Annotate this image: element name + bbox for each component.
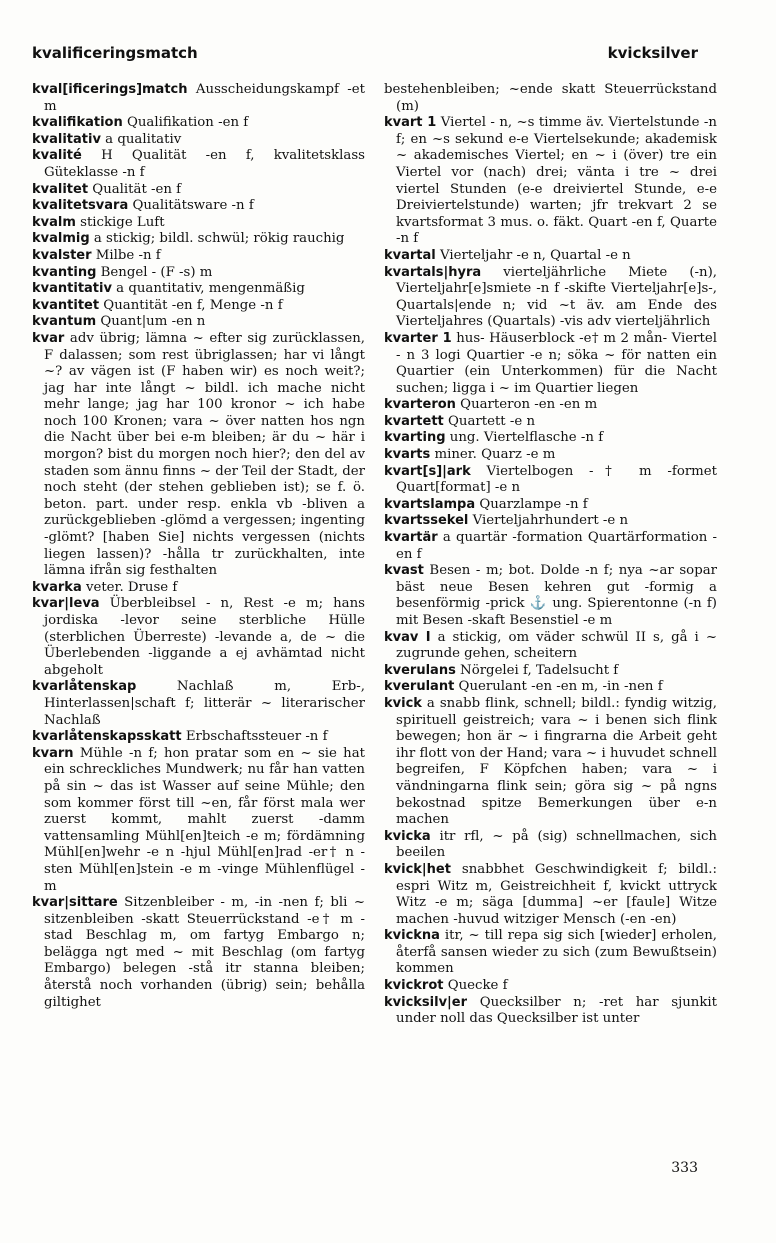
definition: Quant|um -en n (96, 314, 206, 330)
headword: kvar|leva (32, 596, 100, 612)
dictionary-entry (384, 82, 717, 115)
definition: Viertel - n, ~s timme äv. Viertelstunde -n f; en ~s sekund e-e Viertelsekunde; akademisk ~ akademisches Viertel; en ~ i (över) tre ein Viertel vor (nach) drei; vänta i tre ~ drei viertel Stunden (e-e dreiviertel Stunde, e-e Dreiviertelstunde) warten; jfr trekvart 2 se kvartsformat 3 mus. o. fäkt. Quart -en f, Quarte -n f (396, 115, 717, 247)
definition: Qualitätsware -n f (128, 198, 254, 214)
headword: kvanting (32, 264, 97, 280)
definition: Quarteron -en -en m (455, 397, 598, 413)
definition: Vierteljahrhundert -e n (468, 513, 629, 529)
dictionary-entry (384, 430, 717, 447)
dictionary-entry (384, 530, 717, 563)
dictionary-entry (32, 182, 365, 199)
dictionary-entry (384, 630, 717, 663)
dictionary-entry (384, 331, 717, 397)
headword: kvarn (32, 745, 74, 761)
definition: snabbhet Geschwindigkeit f; bildl.: espri Witz m, Geistreichheit f, kvickt uttryck Witz -e m; säga [dumma] ~er [faule] Witze machen -huvud witziger Mensch (-en -en) (396, 861, 717, 927)
headword: kvav I (384, 629, 431, 645)
headword: kvartal (384, 247, 436, 263)
headword: kvar|sittare (32, 895, 118, 911)
headword: kvalifikation (32, 115, 123, 131)
headword: kvartslampa (384, 496, 476, 512)
page-number: 333 (671, 1160, 698, 1176)
headword: kvalm (32, 214, 76, 230)
definition: Milbe -n f (91, 247, 161, 263)
dictionary-entry (384, 928, 717, 978)
headword: kvarter 1 (384, 330, 452, 346)
dictionary-entry (32, 314, 365, 331)
dictionary-entry (32, 895, 365, 1011)
dictionary-entry (32, 596, 365, 679)
dictionary-entry (32, 281, 365, 298)
headword: kvarts (384, 447, 431, 463)
headword: kvickrot (384, 978, 444, 994)
headword: kvicksilv|er (384, 994, 468, 1010)
definition: Vierteljahr -e n, Quartal -e n (435, 247, 631, 263)
definition: Nörgelei f, Tadelsucht f (455, 662, 619, 678)
headword: kvalitetsvara (32, 198, 129, 214)
dictionary-entry (384, 862, 717, 928)
headword: kvartett (384, 413, 444, 429)
headword: kval[ificerings]match (32, 82, 188, 97)
definition: itr rfl, ~ på (sig) schnellmachen, sich beeilen (396, 828, 717, 861)
dictionary-entry (384, 497, 717, 514)
dictionary-entry (384, 696, 717, 829)
definition: Ausscheidungskampf -et m (44, 82, 365, 114)
headword: kvart[s]|ark (384, 463, 471, 479)
dictionary-entry (384, 464, 717, 497)
right-guide-word: kvicksilver (607, 44, 698, 62)
definition: a qualitativ (100, 131, 182, 147)
dictionary-entry (32, 231, 365, 248)
definition: Sitzenbleiber - m, -in -nen f; bli ~ sitzenbleiben -skatt Steuerrückstand -e† m -stad Beschlag m, om fartyg Embargo n; belägga ngt med ~ mit Beschlag (om fartyg Embargo) belegen -stå itr stanna bleiben; återstå noch vorhanden (übrig) sein; behålla giltighet (44, 895, 365, 1010)
definition: hus- Häuserblock -e† m 2 mån- Viertel - n 3 logi Quartier -e n; söka ~ för natten ein Quartier (ein Unterkommen) für die Nacht suchen; ligga i ~ im Quartier liegen (396, 330, 717, 396)
definition: stickige Luft (75, 214, 165, 230)
headword: kvalitativ (32, 131, 101, 147)
headword: kvalité (32, 148, 82, 164)
dictionary-entry (32, 746, 365, 895)
definition: Viertelbogen -† m -formet Quart[format] -e n (396, 463, 717, 496)
headword: kvalster (32, 247, 92, 263)
definition: vierteljährliche Miete (-n), Vierteljahr[e]smiete -n f -skifte Vierteljahr[e]s-, Quartals|ende n; vid ~t äv. am Ende des Vierteljahres (Quartals) -vis adv vierteljährlich (396, 264, 717, 330)
definition: Qualität -en f (88, 181, 182, 197)
definition: adv übrig; lämna ~ efter sig zurücklassen, F dalassen; som rest übriglassen; har vi långt ~? av vägen ist (F haben wir) es noch weit?; jag har inte långt ~ bildl. ich mache nicht mehr lange; jag har 100 kronor ~ ich habe noch 100 Kronen; vara ~ över natten hos ngn die Nacht über bei e-m bleiben; är du ~ här i morgon? bist du morgen noch hier?; den del av staden som ännu finns ~ der Teil der Stadt, der noch steht (der stehen geblieben ist); se f. ö. beton. part. under resp. enkla vb -bliven a zurückgeblieben -glömd a vergessen; ingenting -glömt? [haben Sie] nichts vergessen (nichts liegen lassen)? -hålla tr zurückhalten, inte lämna ifrån sig festhalten (44, 330, 365, 579)
dictionary-entry (384, 248, 717, 265)
definition: a stickig; bildl. schwül; rökig rauchig (89, 231, 345, 247)
headword: kvartssekel (384, 513, 469, 529)
headword: kverulans (384, 662, 456, 678)
headword: kvickna (384, 928, 440, 944)
definition: Nachlaß m, Erb-, Hinterlassen|schaft f; litterär ~ literarischer Nachlaß (44, 679, 365, 728)
definition: Bengel - (F -s) m (96, 264, 213, 280)
definition: a quantitativ, mengenmäßig (111, 281, 305, 297)
dictionary-entry (384, 563, 717, 629)
dictionary-entry (32, 198, 365, 215)
dictionary-entry (384, 978, 717, 995)
headword: kvick|het (384, 861, 451, 877)
definition: a snabb flink, schnell; bildl.: fyndig witzig, spirituell geistreich; vara ~ i benen sich flink bewegen; hon är ~ i fingrarna die Arbeit geht ihr flott von der Hand; vara ~ i huvudet schnell begreifen, F Köpfchen haben; vara ~ i vändningarna flink sein; göra sig ~ på ngns bekostnad spitze Bemerkungen über e-n machen (396, 695, 717, 828)
definition: Quantität -en f, Menge -n f (99, 297, 283, 313)
dictionary-entry (384, 265, 717, 331)
headword: kvarlåtenskapsskatt (32, 729, 182, 745)
headword: kvar (32, 330, 65, 346)
dictionary-entry (32, 215, 365, 232)
definition: Überbleibsel - n, Rest -e m; hans jordiska -levor seine sterbliche Hülle (sterblichen Überreste) -levande a, de ~ die Überlebenden -liggande a ej avhämtad nicht abgeholt (44, 596, 365, 678)
dictionary-entry (32, 148, 365, 181)
headword: kvantitet (32, 297, 100, 313)
definition: itr, ~ till repa sig sich [wieder] erholen, återfå sansen wieder zu sich (zum Bewußtsein) kommen (396, 928, 717, 977)
headword: kverulant (384, 679, 455, 695)
headword: kvartär (384, 530, 438, 546)
running-header (32, 44, 698, 68)
definition: Qualifikation -en f (122, 115, 249, 131)
definition: Quarzlampe -n f (475, 496, 588, 512)
dictionary-entry (384, 414, 717, 431)
definition: Quecke f (443, 978, 508, 994)
dictionary-entry (32, 331, 365, 580)
dictionary-entry (384, 829, 717, 862)
definition: Querulant -en -en m, -in -nen f (454, 679, 663, 695)
definition: Mühle -n f; hon pratar som en ~ sie hat ein schreckliches Mundwerk; nu får han vatten på sin ~ das ist Wasser auf seine Mühle; den som kommer först till ~en, får först mala wer zuerst kommt, mahlt zuerst -damm vattensamling Mühl[en]teich -e m; fördämning Mühl[en]wehr -e n -hjul Mühl[en]rad -er† n -sten Mühl[en]stein -e m -vinge Mühlenflügel - m (44, 745, 365, 894)
definition: Quecksilber n; -ret har sjunkit under noll das Quecksilber ist unter (396, 994, 717, 1027)
dictionary-entry (32, 248, 365, 265)
definition: Erbschaftssteuer -n f (181, 729, 328, 745)
headword: kvicka (384, 828, 431, 844)
headword: kvast (384, 563, 424, 579)
headword: kvarka (32, 579, 82, 595)
headword: kvarteron (384, 397, 456, 413)
headword: kvantum (32, 314, 97, 330)
dictionary-entry (32, 115, 365, 132)
dictionary-entry (384, 115, 717, 248)
dictionary-entry (384, 513, 717, 530)
right-column (384, 82, 717, 1028)
headword: kvart 1 (384, 115, 437, 131)
headword: kvalmig (32, 231, 90, 247)
definition: a stickig, om väder schwül II s, gå i ~ zugrunde gehen, scheitern (396, 629, 717, 662)
left-column (32, 82, 365, 1011)
dictionary-entry (384, 995, 717, 1028)
headword: kvartals|hyra (384, 264, 482, 280)
definition: bestehenbleiben; ~ende skatt Steuerrückstand (m) (384, 82, 717, 114)
dictionary-entry (384, 447, 717, 464)
definition: veter. Druse f (81, 579, 178, 595)
headword: kvarlåtenskap (32, 679, 137, 695)
definition: Quartett -e n (443, 413, 536, 429)
dictionary-entry (384, 397, 717, 414)
headword: kvick (384, 695, 422, 711)
dictionary-entry (384, 679, 717, 696)
definition: miner. Quarz -e m (430, 447, 556, 463)
dictionary-entry (384, 663, 717, 680)
headword: kvarting (384, 430, 446, 446)
left-guide-word: kvalificeringsmatch (32, 44, 198, 62)
dictionary-entry (32, 82, 365, 115)
headword: kvantitativ (32, 281, 112, 297)
definition: ung. Viertelflasche -n f (445, 430, 604, 446)
dictionary-entry (32, 729, 365, 746)
dictionary-entry (32, 265, 365, 282)
headword: kvalitet (32, 181, 89, 197)
dictionary-entry (32, 580, 365, 597)
definition: Besen - m; bot. Dolde -n f; nya ~ar sopar bäst neue Besen kehren gut -formig a besenförmig -prick ⚓ ung. Spierentonne (-n f) mit Besen -skaft Besenstiel -e m (396, 563, 717, 628)
definition: a quartär -formation Quartärformation -en f (396, 530, 717, 562)
dictionary-entry (32, 679, 365, 729)
definition: H Qualität -en f, kvalitetsklass Güteklasse -n f (44, 148, 365, 180)
dictionary-entry (32, 298, 365, 315)
dictionary-entry (32, 132, 365, 149)
